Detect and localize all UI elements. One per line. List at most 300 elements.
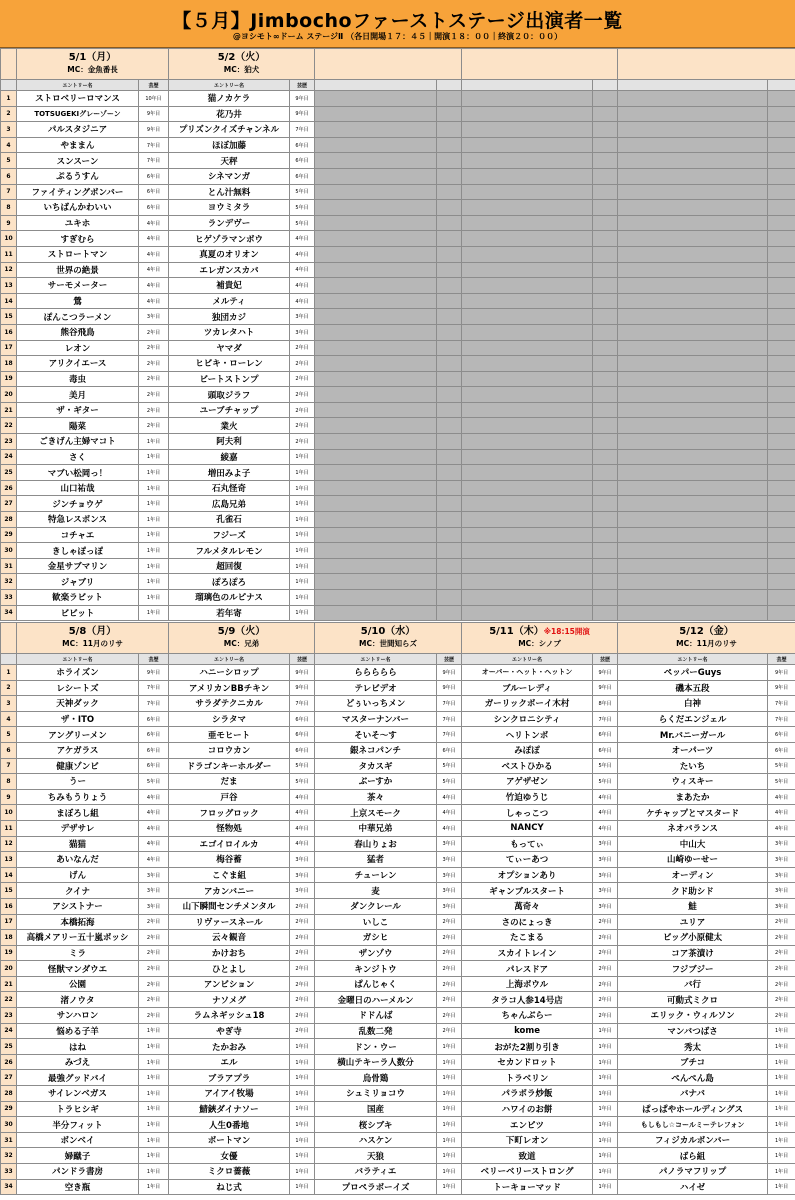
empty-cell — [462, 512, 593, 528]
entry-name: アケガラス — [17, 742, 139, 758]
entry-years: 4年目 — [290, 820, 315, 836]
empty-label — [437, 80, 462, 91]
empty-cell — [462, 293, 593, 309]
entry-name: 特急レスポンス — [17, 512, 139, 528]
entry-name: ブチコ — [618, 1054, 768, 1070]
entry-name: まぼろし組 — [17, 805, 139, 821]
entry-name: ぱんじゃく — [315, 976, 437, 992]
entry-years: 1年目 — [139, 1132, 169, 1148]
empty-cell — [768, 480, 795, 496]
entry-years: 1年目 — [139, 1179, 169, 1195]
entry-years: 2年目 — [437, 1008, 462, 1024]
empty-cell — [593, 278, 618, 294]
empty-cell — [437, 496, 462, 512]
entry-years: 2年目 — [593, 945, 618, 961]
empty-cell — [462, 309, 593, 325]
entry-name: そいそ〜す — [315, 727, 437, 743]
entry-years: 7年目 — [290, 696, 315, 712]
entry-name: ストロベリーロマンス — [17, 91, 139, 107]
entry-years: 2年目 — [593, 992, 618, 1008]
entry-name: ドン・ウー — [315, 1039, 437, 1055]
table-row — [1, 680, 795, 696]
entry-years: 1年目 — [593, 1117, 618, 1133]
empty-cell — [437, 200, 462, 216]
empty-cell — [437, 387, 462, 403]
entry-name: ぽろぽろ — [169, 574, 290, 590]
row-number: 22 — [1, 992, 17, 1008]
row-number: 18 — [1, 356, 17, 372]
week2-table — [0, 622, 795, 1195]
table-row — [1, 402, 795, 418]
entry-years: 1年目 — [139, 605, 169, 621]
table-row — [1, 590, 795, 606]
empty-cell — [618, 371, 768, 387]
entry-years: 2年目 — [290, 898, 315, 914]
entry-years: 4年目 — [290, 805, 315, 821]
entry-years: 3年目 — [437, 867, 462, 883]
row-number: 16 — [1, 898, 17, 914]
empty-cell — [462, 106, 593, 122]
entry-name: ガーリックボーイ木村 — [462, 696, 593, 712]
column-label-row — [1, 654, 795, 665]
entry-years: 3年目 — [768, 852, 795, 868]
empty-cell — [315, 309, 437, 325]
entry-years: 4年目 — [139, 293, 169, 309]
empty-cell — [437, 543, 462, 559]
day-header — [169, 49, 315, 80]
entry-years: 1年目 — [290, 1179, 315, 1195]
entry-name: 孔雀石 — [169, 512, 290, 528]
entry-years: 2年目 — [139, 1008, 169, 1024]
day-date-line — [17, 52, 168, 64]
entry-years: 3年目 — [437, 852, 462, 868]
entry-years: 4年目 — [290, 246, 315, 262]
entry-years: 2年目 — [139, 371, 169, 387]
empty-cell — [618, 558, 768, 574]
entry-years: 2年目 — [593, 930, 618, 946]
entry-name: ヒゲゾラマンボウ — [169, 231, 290, 247]
entry-name: 鶯 — [17, 293, 139, 309]
empty-cell — [768, 449, 795, 465]
table-row — [1, 1117, 795, 1133]
row-number: 1 — [1, 665, 17, 681]
empty-cell — [618, 496, 768, 512]
entry-name: 熊谷飛鳥 — [17, 324, 139, 340]
row-number: 25 — [1, 1039, 17, 1055]
empty-label — [462, 80, 593, 91]
entry-years: 1年目 — [290, 1039, 315, 1055]
entry-name: ナソメグ — [169, 992, 290, 1008]
entry-years: 1年目 — [768, 1179, 795, 1195]
entry-years: 5年目 — [593, 774, 618, 790]
entry-name: 中山大 — [618, 836, 768, 852]
entry-years: 1年目 — [290, 480, 315, 496]
years-label: 芸歴 — [768, 654, 795, 665]
entry-name: タラコ人参14号店 — [462, 992, 593, 1008]
empty-cell — [315, 543, 437, 559]
entry-name: レシートズ — [17, 680, 139, 696]
row-number: 29 — [1, 527, 17, 543]
entry-name: 健康ゾンビ — [17, 758, 139, 774]
entry-years: 6年目 — [437, 742, 462, 758]
entry-name: サラダテクニカル — [169, 696, 290, 712]
entry-years: 3年目 — [768, 836, 795, 852]
table-row — [1, 1101, 795, 1117]
empty-cell — [315, 91, 437, 107]
entry-name: ちみもうりょう — [17, 789, 139, 805]
entry-name: ボートマン — [169, 1132, 290, 1148]
entry-name: ウィスキー — [618, 774, 768, 790]
row-number: 4 — [1, 137, 17, 153]
row-number: 34 — [1, 1179, 17, 1195]
entry-name: ミクロ薔薇 — [169, 1164, 290, 1180]
entry-years: 4年目 — [290, 278, 315, 294]
entry-name: パルスタジニア — [17, 122, 139, 138]
entry-years: 6年目 — [139, 742, 169, 758]
table-row — [1, 200, 795, 216]
entry-name: 鯖鋏ダイナソー — [169, 1101, 290, 1117]
row-number: 33 — [1, 1164, 17, 1180]
entry-name: ドラゴンキーホルダー — [169, 758, 290, 774]
day-date: 5/9（火） — [217, 626, 266, 637]
entry-years: 4年目 — [437, 789, 462, 805]
empty-cell — [768, 246, 795, 262]
entry-years: 2年目 — [290, 961, 315, 977]
day-mc: MC：金魚番長 — [67, 65, 118, 74]
row-number: 8 — [1, 774, 17, 790]
entry-years: 7年目 — [139, 137, 169, 153]
entry-years: 3年目 — [139, 898, 169, 914]
entry-name: 毒虫 — [17, 371, 139, 387]
entry-name: ブルーレディ — [462, 680, 593, 696]
entry-years: 3年目 — [593, 867, 618, 883]
entry-name: ヘリトンボ — [462, 727, 593, 743]
entry-years: 6年目 — [290, 168, 315, 184]
entry-years: 1年目 — [768, 1148, 795, 1164]
empty-cell — [593, 184, 618, 200]
column-label-row — [1, 80, 795, 91]
row-number: 26 — [1, 1054, 17, 1070]
empty-cell — [462, 356, 593, 372]
page-title: 【５月】Jimbochoファーストステージ出演者一覧 — [172, 10, 623, 32]
entry-years: 5年目 — [290, 774, 315, 790]
empty-cell — [618, 402, 768, 418]
entry-years: 3年目 — [139, 883, 169, 899]
entry-name: フルメタルレモン — [169, 543, 290, 559]
empty-cell — [462, 558, 593, 574]
empty-label — [768, 80, 795, 91]
day-header — [315, 623, 462, 654]
entry-name: てぃーあつ — [462, 852, 593, 868]
row-number: 33 — [1, 590, 17, 606]
entry-years: 2年目 — [290, 1008, 315, 1024]
entry-years: 2年目 — [139, 387, 169, 403]
table-row — [1, 898, 795, 914]
empty-cell — [462, 215, 593, 231]
empty-cell — [593, 558, 618, 574]
empty-cell — [768, 558, 795, 574]
empty-cell — [462, 574, 593, 590]
entry-years: 1年目 — [593, 1164, 618, 1180]
empty-cell — [768, 278, 795, 294]
table-row — [1, 711, 795, 727]
empty-cell — [437, 480, 462, 496]
table-row — [1, 867, 795, 883]
entry-name: 超回復 — [169, 558, 290, 574]
entry-years: 6年目 — [593, 742, 618, 758]
entry-years: 2年目 — [437, 1023, 462, 1039]
entry-name: さのにょっき — [462, 914, 593, 930]
entry-name: 山口祐哉 — [17, 480, 139, 496]
entry-name: ぶーすか — [315, 774, 437, 790]
entry-years: 4年目 — [437, 805, 462, 821]
entry-name: 人生0番地 — [169, 1117, 290, 1133]
entry-years: 9年目 — [593, 665, 618, 681]
entry-name: スンスーン — [17, 153, 139, 169]
entry-name: 天狼 — [315, 1148, 437, 1164]
entry-name: 竹迫ゆうじ — [462, 789, 593, 805]
empty-cell — [437, 246, 462, 262]
table-row — [1, 137, 795, 153]
day-date-line — [169, 626, 314, 638]
entry-name: 上京スモーク — [315, 805, 437, 821]
empty-cell — [462, 137, 593, 153]
empty-cell — [462, 465, 593, 481]
empty-cell — [618, 122, 768, 138]
entry-years: 8年目 — [593, 696, 618, 712]
table-row — [1, 512, 795, 528]
entry-name: いしこ — [315, 914, 437, 930]
row-number: 3 — [1, 696, 17, 712]
entry-years: 2年目 — [768, 1008, 795, 1024]
entry-years: 1年目 — [290, 1148, 315, 1164]
empty-cell — [315, 480, 437, 496]
empty-cell — [618, 465, 768, 481]
entry-label: エントリー名 — [17, 80, 139, 91]
row-number: 31 — [1, 558, 17, 574]
entry-name: 世界の絶景 — [17, 262, 139, 278]
row-number: 8 — [1, 200, 17, 216]
entry-name: げん — [17, 867, 139, 883]
entry-name: トラヒシギ — [17, 1101, 139, 1117]
entry-years: 4年目 — [593, 789, 618, 805]
row-number: 30 — [1, 543, 17, 559]
entry-years: 2年目 — [768, 930, 795, 946]
row-number: 23 — [1, 1008, 17, 1024]
entry-years: 3年目 — [290, 324, 315, 340]
entry-years: 1年目 — [139, 590, 169, 606]
entry-name: 銀ネコパンチ — [315, 742, 437, 758]
day-date-line — [462, 626, 617, 638]
entry-years: 1年目 — [593, 1023, 618, 1039]
entry-years: 6年目 — [290, 711, 315, 727]
entry-years: 1年目 — [139, 1039, 169, 1055]
empty-cell — [462, 91, 593, 107]
entry-name: アンビション — [169, 976, 290, 992]
empty-cell — [618, 512, 768, 528]
day-mc: MC：狛犬 — [223, 65, 260, 74]
table-row — [1, 961, 795, 977]
empty-cell — [768, 168, 795, 184]
entry-name: 本橋拓海 — [17, 914, 139, 930]
table-row — [1, 1179, 795, 1195]
entry-years: 9年目 — [139, 122, 169, 138]
entry-name: 国産 — [315, 1101, 437, 1117]
entry-years: 1年目 — [768, 1164, 795, 1180]
row-number: 24 — [1, 1023, 17, 1039]
entry-name: ガシヒ — [315, 930, 437, 946]
empty-cell — [462, 402, 593, 418]
empty-cell — [768, 465, 795, 481]
row-number: 11 — [1, 246, 17, 262]
entry-name: ららららら — [315, 665, 437, 681]
empty-day-header — [618, 49, 795, 80]
empty-cell — [437, 402, 462, 418]
entry-name: ビビット — [17, 605, 139, 621]
row-number: 27 — [1, 496, 17, 512]
empty-cell — [462, 543, 593, 559]
entry-name: はね — [17, 1039, 139, 1055]
entry-years: 1年目 — [768, 1054, 795, 1070]
entry-name: 渚ノウタ — [17, 992, 139, 1008]
entry-name: すぎむら — [17, 231, 139, 247]
entry-years: 2年目 — [139, 945, 169, 961]
entry-name: ひとよし — [169, 961, 290, 977]
empty-cell — [315, 293, 437, 309]
entry-years: 1年目 — [139, 1070, 169, 1086]
table-row — [1, 1023, 795, 1039]
row-number: 20 — [1, 387, 17, 403]
empty-cell — [768, 543, 795, 559]
entry-name: 悩める子羊 — [17, 1023, 139, 1039]
entry-years: 1年目 — [290, 496, 315, 512]
entry-name: 致道 — [462, 1148, 593, 1164]
empty-cell — [618, 215, 768, 231]
entry-name: セカンドロット — [462, 1054, 593, 1070]
table-row — [1, 1008, 795, 1024]
empty-cell — [768, 387, 795, 403]
entry-years: 1年目 — [290, 465, 315, 481]
entry-years: 1年目 — [437, 1086, 462, 1102]
empty-label — [593, 80, 618, 91]
table-row — [1, 418, 795, 434]
entry-years: 9年目 — [139, 106, 169, 122]
entry-name: 金曜日のハーメルン — [315, 992, 437, 1008]
empty-cell — [768, 91, 795, 107]
entry-years: 1年目 — [593, 1070, 618, 1086]
empty-cell — [593, 231, 618, 247]
entry-years: 1年目 — [290, 1070, 315, 1086]
entry-years: 3年目 — [593, 883, 618, 899]
entry-years: 3年目 — [437, 836, 462, 852]
day-header — [618, 623, 795, 654]
day-date: 5/12（金） — [679, 626, 734, 637]
table-row — [1, 574, 795, 590]
entry-name: 美月 — [17, 387, 139, 403]
entry-years: 7年目 — [768, 696, 795, 712]
empty-cell — [618, 184, 768, 200]
empty-cell — [593, 200, 618, 216]
empty-cell — [315, 278, 437, 294]
empty-cell — [437, 449, 462, 465]
entry-years: 9年目 — [290, 680, 315, 696]
entry-name: 業火 — [169, 418, 290, 434]
entry-name: やぎ寺 — [169, 1023, 290, 1039]
table-row — [1, 605, 795, 621]
entry-years: 1年目 — [139, 434, 169, 450]
empty-cell — [315, 605, 437, 621]
entry-name: 横山テキーラ人数分 — [315, 1054, 437, 1070]
entry-years: 1年目 — [290, 543, 315, 559]
empty-cell — [462, 246, 593, 262]
entry-name: どぅいっちメン — [315, 696, 437, 712]
empty-cell — [593, 543, 618, 559]
empty-cell — [315, 153, 437, 169]
entry-years: 2年目 — [139, 961, 169, 977]
entry-years: 7年目 — [437, 727, 462, 743]
entry-name: ホライズン — [17, 665, 139, 681]
empty-cell — [462, 527, 593, 543]
entry-label: エントリー名 — [169, 80, 290, 91]
entry-years: 6年目 — [768, 727, 795, 743]
table-row — [1, 168, 795, 184]
entry-years: 4年目 — [593, 805, 618, 821]
entry-name: フジーズ — [169, 527, 290, 543]
entry-years: 1年目 — [437, 1132, 462, 1148]
entry-years: 7年目 — [139, 680, 169, 696]
entry-name: ユリア — [618, 914, 768, 930]
empty-cell — [462, 184, 593, 200]
entry-name: アシストナー — [17, 898, 139, 914]
entry-name: 亜モヒート — [169, 727, 290, 743]
entry-years: 7年目 — [139, 153, 169, 169]
entry-years: 2年目 — [290, 434, 315, 450]
entry-years: 2年目 — [593, 1008, 618, 1024]
empty-cell — [315, 356, 437, 372]
entry-name: ランデヴー — [169, 215, 290, 231]
entry-name: ヨウミタラ — [169, 200, 290, 216]
table-row — [1, 324, 795, 340]
entry-name: 萬奇々 — [462, 898, 593, 914]
day-date-line — [17, 626, 168, 638]
row-number: 21 — [1, 976, 17, 992]
empty-cell — [593, 434, 618, 450]
row-number: 7 — [1, 758, 17, 774]
table-row — [1, 278, 795, 294]
entry-years: 2年目 — [290, 976, 315, 992]
table-row — [1, 434, 795, 450]
sheet-header — [0, 0, 795, 48]
entry-years: 6年目 — [139, 711, 169, 727]
empty-cell — [462, 168, 593, 184]
entry-name: Mr.バニーガール — [618, 727, 768, 743]
table-row — [1, 153, 795, 169]
empty-cell — [315, 340, 437, 356]
day-header — [169, 623, 315, 654]
empty-cell — [437, 293, 462, 309]
day-header — [17, 49, 169, 80]
entry-name: おがた2割り引き — [462, 1039, 593, 1055]
table-row — [1, 992, 795, 1008]
entry-name: アイアイ牧場 — [169, 1086, 290, 1102]
entry-years: 1年目 — [139, 465, 169, 481]
entry-years: 4年目 — [290, 836, 315, 852]
table-row — [1, 774, 795, 790]
day-date: 5/8（月） — [68, 626, 117, 637]
empty-cell — [315, 527, 437, 543]
entry-name: メルティ — [169, 293, 290, 309]
table-row — [1, 449, 795, 465]
